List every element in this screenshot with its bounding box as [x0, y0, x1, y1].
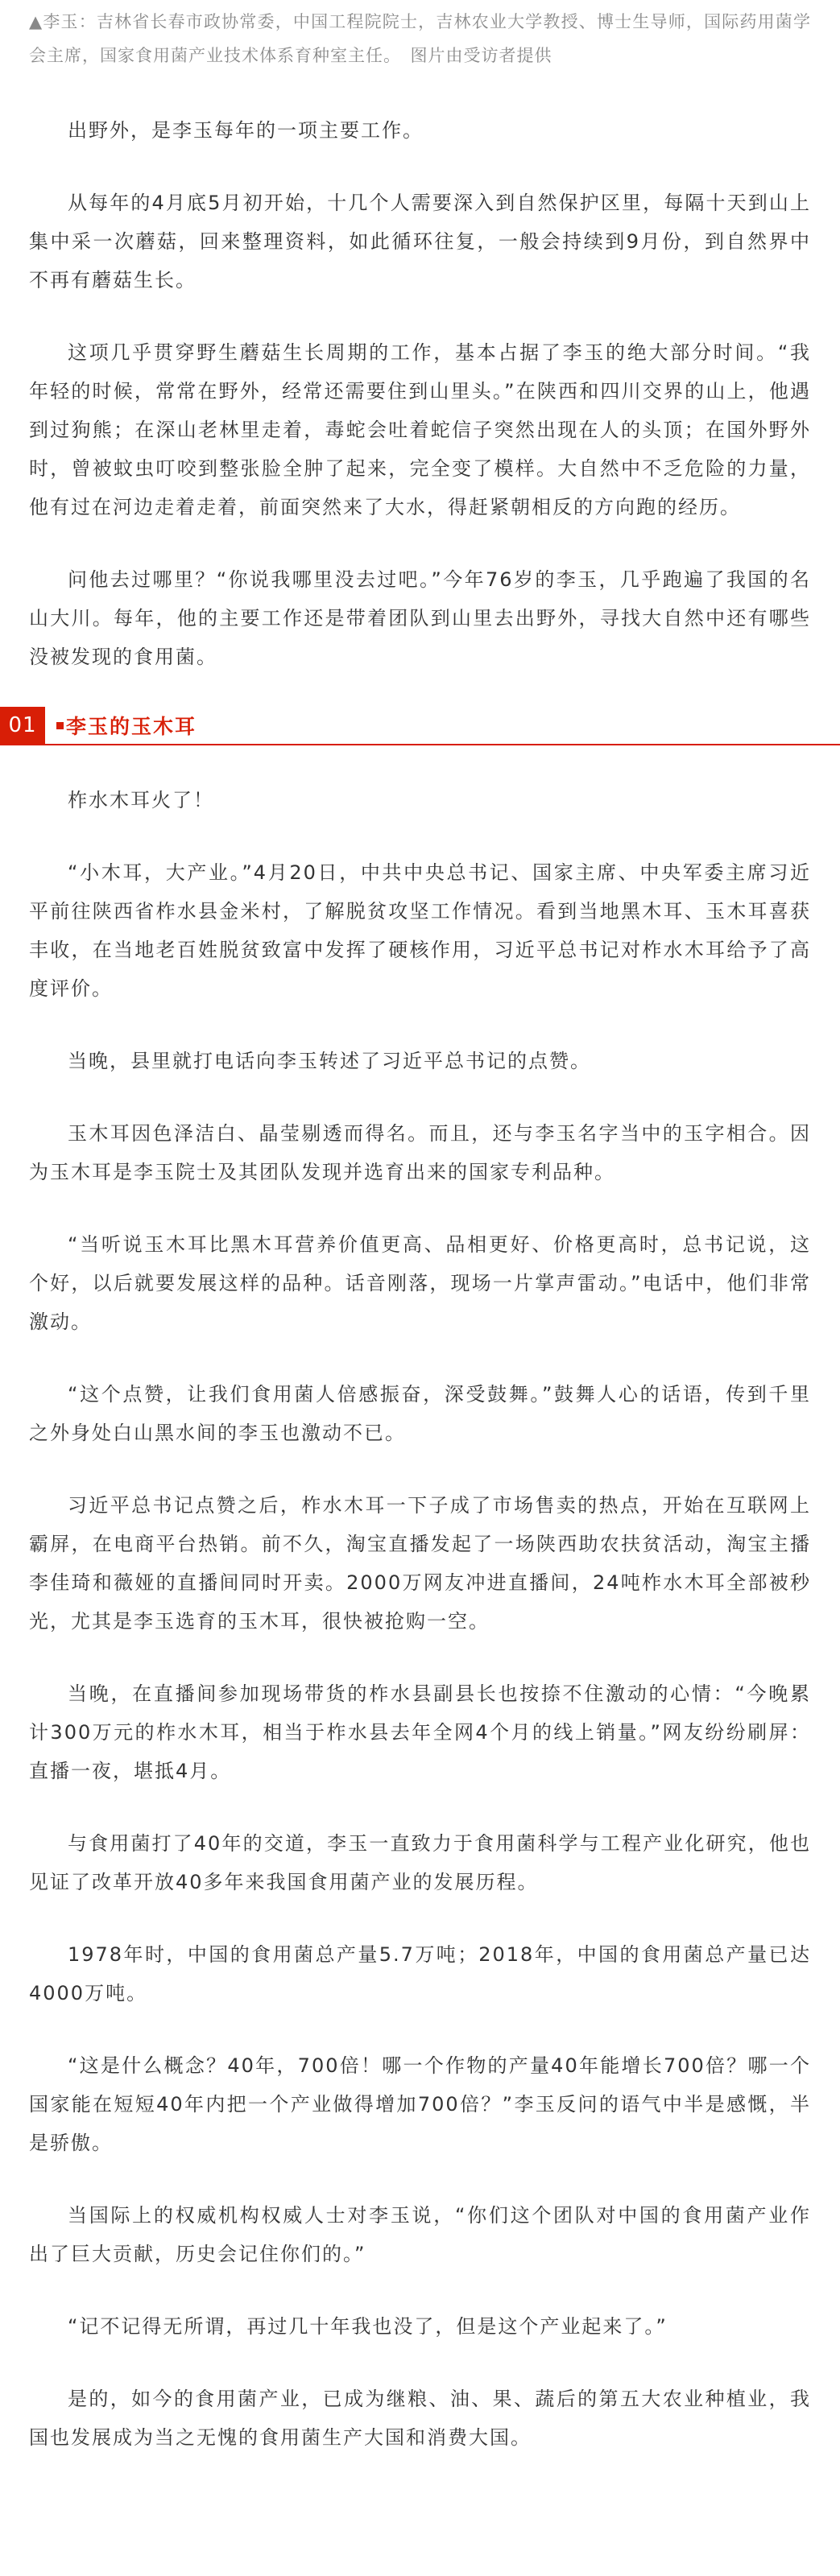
section-paragraph-2: “小木耳，大产业。”4月20日，中共中央总书记、国家主席、中央军委主席习近平前往陕西省柞水县金米村，了解脱贫攻坚工作情况。看到当地黑木耳、玉木耳喜获丰收，在当地老百姓脱贫致富中发挥了硬核作用，习近平总书记对柞水木耳给予了高度评价。 [29, 861, 811, 1000]
section-paragraph-14: 是的，如今的食用菌产业，已成为继粮、油、果、蔬后的第五大农业种植业，我国也发展成为当之无愧的食用菌生产大国和消费大国。 [29, 2388, 811, 2449]
section-paragraph-11: “这是什么概念？40年，700倍！哪一个作物的产量40年能增长700倍？哪一个国家能在短短40年内把一个产业做得增加700倍？”李玉反问的语气中半是感慨，半是骄傲。 [29, 2054, 811, 2154]
intro-paragraph-4: 问他去过哪里？“你说我哪里没去过吧。”今年76岁的李玉，几乎跑遍了我国的名山大川。每年，他的主要工作还是带着团队到山里去出野外，寻找大自然中还有哪些没被发现的食用菌。 [29, 568, 811, 668]
square-bullet-icon [56, 722, 64, 729]
section-title [45, 707, 197, 744]
photo-caption: ▲李玉：吉林省长春市政协常委，中国工程院院士，吉林农业大学教授、博士生导师，国际药用菌学会主席，国家食用菌产业技术体系育种室主任。 图片由受访者提供 [29, 12, 811, 65]
article-page [0, 5, 840, 2576]
section-paragraph-1: 柞水木耳火了！ [68, 789, 214, 811]
section-title-text: 李玉的玉木耳 [66, 715, 197, 738]
section-paragraph-3: 当晚，县里就打电话向李玉转述了习近平总书记的点赞。 [68, 1050, 591, 1072]
section-number: 01 [0, 707, 45, 744]
section-paragraph-10: 1978年时，中国的食用菌总产量5.7万吨；2018年，中国的食用菌总产量已达4000万吨。 [29, 1943, 811, 2004]
intro-paragraph-2: 从每年的4月底5月初开始，十几个人需要深入到自然保护区里，每隔十天到山上集中采一次蘑菇，回来整理资料，如此循环往复，一般会持续到9月份，到自然界中不再有蘑菇生长。 [29, 192, 811, 291]
section-paragraph-13: “记不记得无所谓，再过几十年我也没了，但是这个产业起来了。” [68, 2315, 668, 2338]
section-header [0, 707, 840, 745]
section-paragraph-12: 当国际上的权威机构权威人士对李玉说，“你们这个团队对中国的食用菌产业作出了巨大贡献，历史会记住你们的。” [29, 2204, 811, 2265]
section-paragraph-6: “这个点赞，让我们食用菌人倍感振奋，深受鼓舞。”鼓舞人心的话语，传到千里之外身处白山黑水间的李玉也激动不已。 [29, 1383, 811, 1444]
section-paragraph-5: “当听说玉木耳比黑木耳营养价值更高、品相更好、价格更高时，总书记说，这个好，以后就要发展这样的品种。话音刚落，现场一片掌声雷动。”电话中，他们非常激动。 [29, 1233, 811, 1333]
section-paragraph-4: 玉木耳因色泽洁白、晶莹剔透而得名。而且，还与李玉名字当中的玉字相合。因为玉木耳是李玉院士及其团队发现并选育出来的国家专利品种。 [29, 1122, 811, 1183]
section-paragraph-9: 与食用菌打了40年的交道，李玉一直致力于食用菌科学与工程产业化研究，他也见证了改革开放40多年来我国食用菌产业的发展历程。 [29, 1832, 811, 1893]
section-paragraph-8: 当晚，在直播间参加现场带货的柞水县副县长也按捺不住激动的心情：“今晚累计300万元的柞水木耳，相当于柞水县去年全网4个月的线上销量。”网友纷纷刷屏：直播一夜，堪抵4月。 [29, 1682, 811, 1782]
intro-paragraph-1: 出野外，是李玉每年的一项主要工作。 [68, 119, 424, 142]
section-paragraph-7: 习近平总书记点赞之后，柞水木耳一下子成了市场售卖的热点，开始在互联网上霸屏，在电商平台热销。前不久，淘宝直播发起了一场陕西助农扶贫活动，淘宝主播李佳琦和薇娅的直播间同时开卖。2000万网友冲进直播间，24吨柞水木耳全部被秒光，尤其是李玉选育的玉木耳，很快被抢购一空。 [29, 1494, 811, 1633]
intro-paragraph-3: 这项几乎贯穿野生蘑菇生长周期的工作，基本占据了李玉的绝大部分时间。“我年轻的时候，常常在野外，经常还需要住到山里头。”在陕西和四川交界的山上，他遇到过狗熊；在深山老林里走着，毒蛇会吐着蛇信子突然出现在人的头顶；在国外野外时，曾被蚊虫叮咬到整张脸全肿了起来，完全变了模样。大自然中不乏危险的力量，他有过在河边走着走着，前面突然来了大水，得赶紧朝相反的方向跑的经历。 [29, 341, 811, 518]
